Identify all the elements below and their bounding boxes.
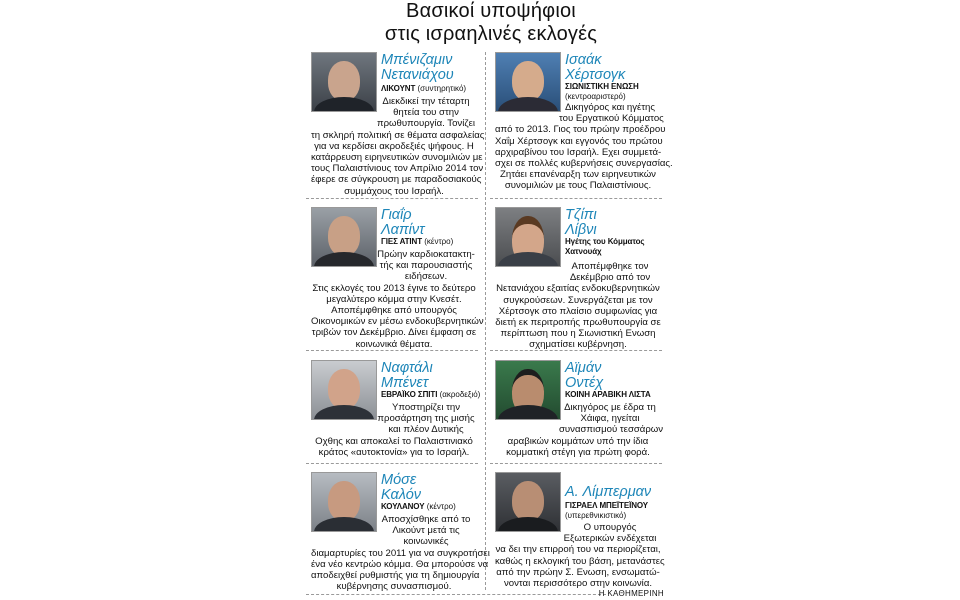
candidate-bio: Υποστηρίζει την προσάρτηση της μισής και πλέον Δυτικής Οχθης και αποκαλεί το Παλαιστινιακό κράτος «αυτοκτονία» για το Ισραήλ. [315, 402, 475, 458]
row-divider [306, 463, 478, 464]
candidate-party: ΣΙΩΝΙΣΤΙΚΗ ΕΝΩΣΗ (κεντροαριστερό) [565, 82, 639, 101]
candidate-card-herzog [495, 52, 673, 192]
candidate-bio: Αποπέμφθηκε τον Δεκέμβριο από τον Νετανιάχου εξαιτίας ενδοκυβερνητικών συγκρούσεων. Συνεργάζεται με τον Χέρτσογκ στο πλαίσιο συμφωνίας για διετή εκ περιτροπής πρωθυπουργία σε περίπτωση που η Σιωνιστική Ενωση σχηματίσει κυβέρνηση. [495, 261, 661, 351]
candidate-card-livni [495, 207, 665, 351]
candidate-name: Ναφτάλι Μπένετ [381, 360, 433, 391]
candidate-party: ΛΙΚΟΥΝΤ (συντηρητικό) [381, 84, 467, 93]
candidate-party: ΚΟΙΝΗ ΑΡΑΒΙΚΗ ΛΙΣΤΑ [565, 390, 651, 399]
candidate-name: Μπένιζαμιν Νετανιάχου [381, 52, 454, 83]
row-divider [490, 463, 662, 464]
candidate-name: Ισαάκ Χέρτσογκ [565, 52, 626, 83]
candidate-bio: Δικηγόρος και ηγέτης του Εργατικού Κόμματος από το 2013. Γιος του πρώην προέδρου Χαΐμ Χέρτσογκ και εγγονός του πρώτου αρχιραβίνου του Ισραήλ. Εχει συμμετά- σχει σε πολλές κυβερνήσεις συνεργασίας. Ζητάει επανέναρξη των ειρηνευτικών συνομιλιών με τους Παλαιστίνιους. [495, 102, 673, 192]
candidate-card-netanyahu [311, 52, 485, 197]
source-credit: Η ΚΑΘΗΜΕΡΙΝΗ [598, 589, 664, 598]
candidate-bio: Πρώην καρδιοκατακτη- τής και παρουσιαστής ειδήσεων. Στις εκλογές του 2013 έγινε το δεύτερο μεγαλύτερο κόμμα στην Κνεσέτ. Αποπέμφθηκε από υπουργός Οικονομικών εν μέσω ενδοκυβερνητικών τριβών τον Δεκέμβριο. Δίνει έμφαση σε κοινωνικά θέματα. [311, 249, 484, 350]
candidate-card-odeh [495, 360, 665, 460]
candidate-card-kahlon [311, 472, 490, 593]
candidate-bio: Ο υπουργός Εξωτερικών ενδέχεται να δει την επιρροή του να περιορίζεται, καθώς η εκλογική του βάση, μετανάστες από την πρώην Σ. Ενωση, ενσωματώ- νονται περισσότερο στην κοινωνία. [495, 522, 665, 590]
candidate-name: Α. Λίμπερμαν [565, 484, 652, 500]
candidate-bio: Διεκδικεί την τέταρτη θητεία του στην πρωθυπουργία. Τονίζει τη σκληρή πολιτική σε θέματα ασφαλείας για να κερδίσει ακροδεξιές ψήφους. Η κατάρρευση ειρηνευτικών συνομιλιών με τους Παλαιστίνιους τον Απρίλιο 2014 τον έφερε σε σύγκρουση με παραδοσιακούς συμμάχους του Ισραήλ. [311, 96, 485, 197]
candidate-card-lieberman [495, 472, 665, 590]
candidate-photo [495, 207, 561, 267]
candidate-party: ΓΙΣΡΑΕΛ ΜΠΕΪΤΕΪΝΟΥ (υπερεθνικιστικό) [565, 501, 649, 520]
candidate-party: ΕΒΡΑΪΚΟ ΣΠΙΤΙ (ακροδεξιό) [381, 390, 481, 399]
candidate-bio: Δικηγόρος με έδρα τη Χάιφα, ηγείται συνασπισμού τεσσάρων αραβικών κομμάτων υπό την ίδια κομματική στέγη για πρώτη φορά. [506, 402, 664, 458]
page-title [300, 0, 682, 46]
candidate-party: ΚΟΥΛΑΝΟΥ (κέντρο) [381, 502, 456, 511]
candidate-party: Ηγέτης του Κόμματος Χατνουάχ [565, 237, 645, 256]
candidate-name: Αϊμάν Οντέχ [565, 360, 604, 391]
column-divider [485, 52, 486, 590]
row-divider [306, 198, 478, 199]
row-divider [490, 198, 662, 199]
candidate-card-bennett [311, 360, 481, 460]
candidate-party: ΓΙΕΣ ΑΤΙΝΤ (κέντρο) [381, 237, 454, 246]
candidate-bio: Αποσχίσθηκε από το Λικούντ μετά τις κοινωνικές διαμαρτυρίες του 2011 για να συγκροτήσει ένα νέο κεντρώο κόμμα. Θα μπορούσε να αποδειχθεί ρυθμιστής για τη δημιουργία κυβέρνησης συνασπισμού. [311, 514, 490, 593]
candidate-name: Γιαΐρ Λαπίντ [381, 207, 425, 238]
candidate-name: Μόσε Καλόν [381, 472, 422, 503]
candidate-card-lapid [311, 207, 484, 350]
footer-divider [306, 594, 606, 595]
title-line-2: στις ισραηλινές εκλογές [384, 23, 598, 45]
title-line-1: Βασικοί υποψήφιοι [406, 0, 576, 22]
row-divider [306, 350, 478, 351]
candidate-name: Τζίπι Λίβνι [565, 207, 597, 238]
